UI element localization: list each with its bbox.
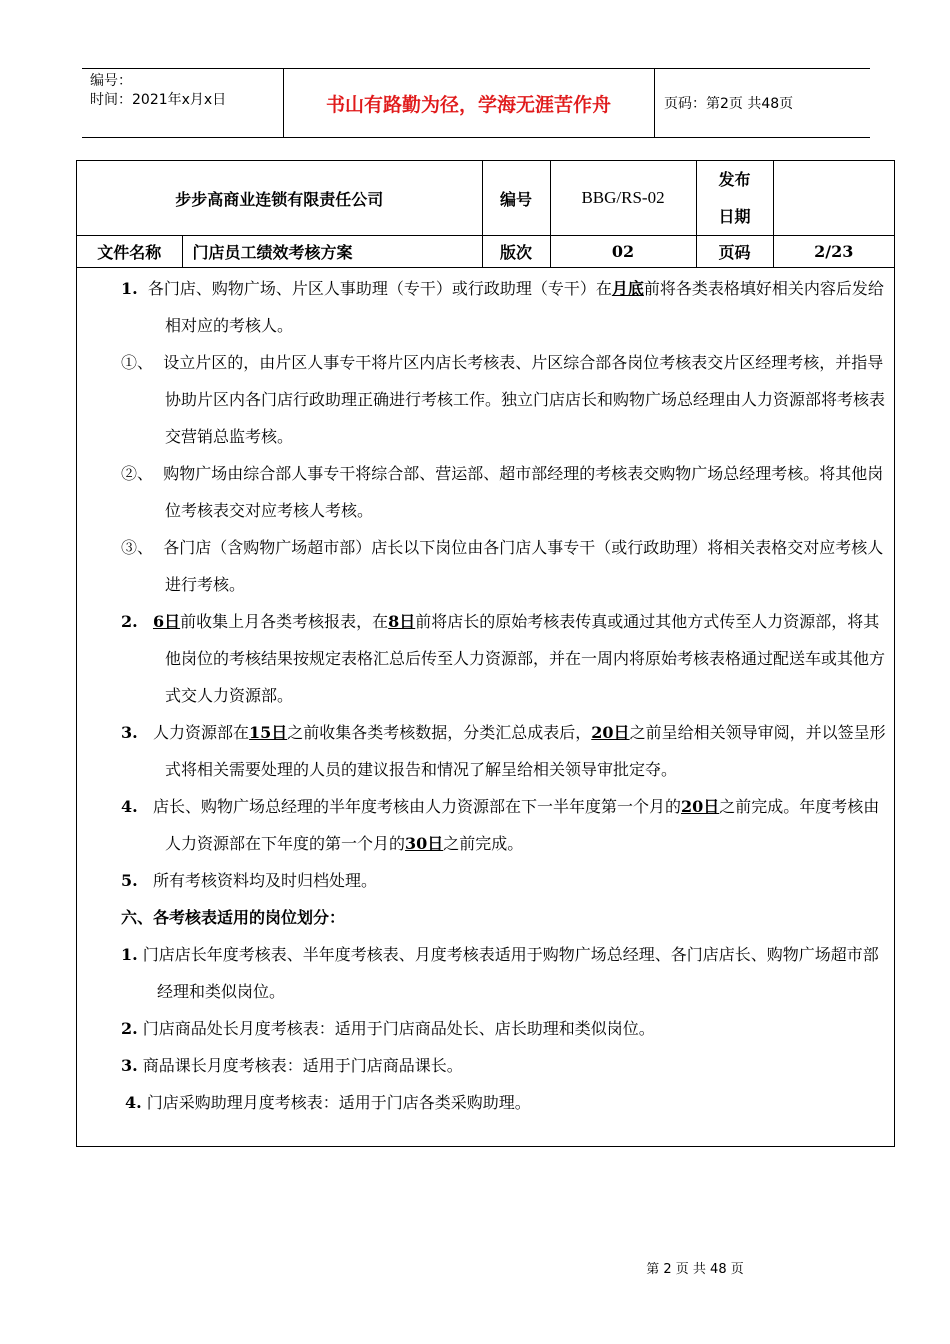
item-text: 门店采购助理月度考核表：适用于门店各类采购助理。 bbox=[146, 1093, 531, 1112]
item-text: 门店店长年度考核表、半年度考核表、月度考核表适用于购物广场总经理、各门店店长、购物广场超市部经理和类似岗位。 bbox=[142, 945, 879, 1001]
list-item bbox=[77, 1010, 894, 1047]
item-text: 购物广场由综合部人事专干将综合部、营运部、超市部经理的考核表交购物广场总经理考核。将其他岗位考核表交对应考核人考核。 bbox=[163, 464, 884, 520]
item-text: 设立片区的，由片区人事专干将片区内店长考核表、片区综合部各岗位考核表交片区经理考核，并指导协助片区内各门店行政助理正确进行考核工作。独立门店店长和购物广场总经理由人力资源部将考核表交营销总监考核。 bbox=[163, 353, 886, 446]
item-text: 人力资源部在 bbox=[152, 723, 249, 742]
item-text: 店长、购物广场总经理的半年度考核由人力资源部在下一半年度第一个月的 bbox=[152, 797, 681, 816]
item-number: 2. bbox=[121, 612, 138, 631]
version-value: 02 bbox=[550, 236, 696, 268]
emphasis-date: 15日 bbox=[248, 723, 288, 742]
meta-table bbox=[77, 161, 894, 268]
header-left-cell bbox=[82, 69, 284, 137]
item-text: 前将各类表格填好相关内容后发给相对应的考核人。 bbox=[165, 279, 884, 335]
page-footer: 第 2 页 共 48 页 bbox=[646, 1262, 744, 1277]
item-text: 之前收集各类考核数据，分类汇总成表后， bbox=[287, 723, 592, 742]
item-text: 各门店、购物广场、片区人事助理（专干）或行政助理（专干）在 bbox=[147, 279, 612, 298]
item-number: 1. bbox=[121, 279, 138, 298]
item-text: 所有考核资料均及时归档处理。 bbox=[152, 871, 377, 890]
document-body bbox=[77, 270, 894, 1121]
list-item bbox=[77, 270, 894, 344]
item-number: ①、 bbox=[121, 353, 154, 372]
code-label: 编号 bbox=[482, 161, 550, 236]
emphasis-date: 8日 bbox=[388, 612, 416, 631]
list-item bbox=[77, 344, 894, 455]
list-item bbox=[77, 455, 894, 529]
company-name: 步步高商业连锁有限责任公司 bbox=[77, 161, 482, 236]
item-number: 2. bbox=[121, 1019, 138, 1038]
item-number: ③、 bbox=[121, 538, 154, 557]
item-text: 各门店（含购物广场超市部）店长以下岗位由各门店人事专干（或行政助理）将相关表格交对应考核人进行考核。 bbox=[163, 538, 884, 594]
item-text: 前收集上月各类考核报表，在 bbox=[180, 612, 389, 631]
item-number: 3. bbox=[121, 1056, 138, 1075]
list-item bbox=[77, 788, 894, 862]
emphasis-date: 20日 bbox=[680, 797, 720, 816]
file-name-label: 文件名称 bbox=[77, 236, 182, 268]
emphasis-date: 月底 bbox=[611, 279, 644, 298]
item-text: 之前完成。年度考核由人力资源部在下年度的第一个月的 bbox=[165, 797, 880, 853]
page-header bbox=[82, 68, 870, 138]
item-number: 1. bbox=[121, 945, 138, 964]
item-number: 4. bbox=[125, 1093, 142, 1112]
number-label: 编号： bbox=[90, 73, 132, 89]
release-label-line2: 日期 bbox=[718, 207, 751, 226]
header-motto-cell bbox=[283, 69, 655, 137]
file-name-value: 门店员工绩效考核方案 bbox=[182, 236, 482, 268]
header-page-info: 页码：第2页 共48页 bbox=[664, 96, 794, 112]
item-number: 5. bbox=[121, 871, 138, 890]
list-item bbox=[77, 714, 894, 788]
item-text: 商品课长月度考核表：适用于门店商品课长。 bbox=[142, 1056, 463, 1075]
list-item bbox=[77, 862, 894, 899]
list-item bbox=[77, 1047, 894, 1084]
emphasis-date: 30日 bbox=[405, 834, 444, 853]
document-box bbox=[76, 160, 895, 1147]
item-number: 3. bbox=[121, 723, 138, 742]
release-date-label bbox=[696, 161, 773, 236]
emphasis-date: 20日 bbox=[591, 723, 630, 742]
release-date-value bbox=[773, 161, 894, 236]
list-item bbox=[77, 603, 894, 714]
list-item bbox=[77, 1084, 894, 1121]
item-text: 之前完成。 bbox=[443, 834, 524, 853]
item-text: 门店商品处长月度考核表：适用于门店商品处长、店长助理和类似岗位。 bbox=[142, 1019, 655, 1038]
version-label: 版次 bbox=[482, 236, 550, 268]
list-item bbox=[77, 529, 894, 603]
page-code-value: 2/23 bbox=[773, 236, 894, 268]
item-number: ②、 bbox=[121, 464, 154, 483]
item-number: 4. bbox=[121, 797, 138, 816]
item-text: 前将店长的原始考核表传真或通过其他方式传至人力资源部，将其他岗位的考核结果按规定表格汇总后传至人力资源部，并在一周内将原始考核表格通过配送车或其他方式交人力资源部。 bbox=[165, 612, 886, 705]
section-heading: 六、各考核表适用的岗位划分： bbox=[121, 908, 346, 927]
motto: 书山有路勤为径，学海无涯苦作舟 bbox=[325, 93, 611, 116]
item-text: 之前呈给相关领导审阅，并以签呈形式将相关需要处理的人员的建议报告和情况了解呈给相关领导审批定夺。 bbox=[165, 723, 886, 779]
date-label: 时间：2021年x月x日 bbox=[90, 92, 227, 108]
page-code-label: 页码 bbox=[696, 236, 773, 268]
release-label-line1: 发布 bbox=[718, 170, 751, 189]
code-value: BBG/RS-02 bbox=[550, 161, 696, 236]
list-item bbox=[77, 936, 894, 1010]
emphasis-date: 6日 bbox=[152, 612, 181, 631]
